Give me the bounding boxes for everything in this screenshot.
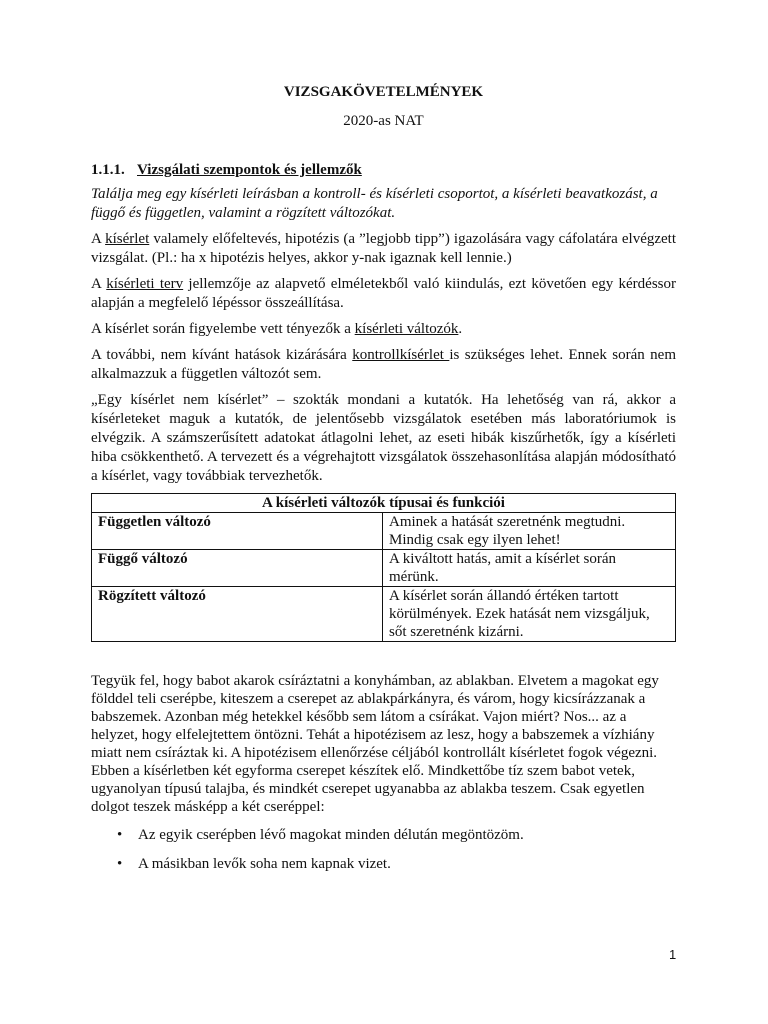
table-row [92,587,676,642]
variables-table [91,493,676,642]
paragraph-kiserlet [91,230,676,268]
list-item-text: A másikban levők soha nem kapnak vizet. [138,856,391,872]
paragraph-kutatok: „Egy kísérlet nem kísérlet” – szokták mondani a kutatók. Ha lehetőség van rá, akkor a kísérleteket maguk a kutatók, de jelentősebb vizsgálatok esetében más laboratóriumok is elvégzik. A számszerűsített adatokat átlagolni lehet, az eseti hibák kiszűrhetők, így a kísérleti hiba csökkenthető. A tervezett és a végrehajtott vizsgálatok összehasonlítása alapján módosítható a kísérlet, vagy továbbiak tervezhetők. [91,392,676,484]
variable-description: A kísérlet során állandó értéken tartott körülmények. Ezek hatását nem vizsgáljuk, sőt szeretnénk kizárni. [383,587,676,642]
text-run: A [91,231,106,247]
text-run: jellemzője az alapvető elméletekből való kiindulás, ezt követően egy kérdéssor alapján a megfelelő lépéssor összeállítása. [91,276,676,311]
text-run: is szükséges lehet. Ennek során nem alkalmazzuk a független változót sem. [91,347,676,382]
example-story-paragraph: Tegyük fel, hogy babot akarok csíráztatni a konyhámban, az ablakban. Elvetem a magokat egy földdel teli cserépbe, kiteszem a cserepet az ablakpárkányra, és várom, hogy kicsírázzanak a babszemek. Azonban még hetekkel később sem látom a csírákat. Vajon miért? Nos... az a helyzet, hogy elfelejtettem öntözni. Tehát a hipotézisem az lesz, hogy a babszemek a vízhiány miatt nem csíráztak ki. A hipotézisem ellenőrzése céljából kontrollált kísérletet fogok végezni. Ebben a kísérletben két egyforma cserepet készítek elő. Mindkettőbe tíz szem babot vetek, ugyanolyan típusú talajba, és mindkét cserepet ugyanabba az ablakba teszem. Csak egyetlen dolgot teszek másképp a két cseréppel: [91,673,659,815]
text-run: A kísérlet során figyelembe vett tényezők a [91,321,355,337]
page-number: 1 [669,947,677,962]
variable-description: Aminek a hatását szeretnénk megtudni. Mindig csak egy ilyen lehet! [383,513,676,550]
term-kiserlet: kísérlet [105,231,150,247]
bullet-icon: • [117,856,123,872]
table-row [92,513,676,550]
paragraph-kiserleti-valtozok [91,320,676,339]
text-run: valamely előfeltevés, hipotézis (a ”legjobb tipp”) igazolására vagy cáfolatára elvégzett vizsgálat. (Pl.: ha x hipotézis helyes, akkor y-nak igaznak kell lennie.) [91,231,677,266]
table-caption: A kísérleti változók típusai és funkciói [92,494,676,513]
table-row [92,550,676,587]
text-run: . [458,321,463,337]
document-title: VIZSGAKÖVETELMÉNYEK [283,84,484,100]
table-header-row [92,494,676,513]
document-page [91,84,676,884]
list-item [91,826,676,844]
term-kiserleti-terv: kísérleti terv [106,276,184,292]
list-item [91,855,676,873]
section-title: Vizsgálati szempontok és jellemzők [137,162,362,178]
section-heading [91,162,676,179]
variable-name: Függő változó [92,550,383,587]
document-subtitle: 2020-as NAT [343,113,424,129]
bullet-icon: • [117,827,123,843]
bullet-list [91,826,676,873]
variable-description: A kiváltott hatás, amit a kísérlet során mérünk. [383,550,676,587]
term-kiserleti-valtozok: kísérleti változók [354,321,459,337]
paragraph-kontrollkiserlet [91,346,676,384]
text-run: A további, nem kívánt hatások kizárására [91,347,353,363]
text-run: A [91,276,107,292]
variable-name: Rögzített változó [92,587,383,642]
section-number: 1.1.1. [91,162,125,178]
paragraph-kiserleti-terv [91,275,676,313]
term-kontrollkiserlet: kontrollkísérlet [352,347,450,363]
section-intro: Találja meg egy kísérleti leírásban a kontroll- és kísérleti csoportot, a kísérleti beavatkozást, a függő és független, valamint a rögzített változókat. [91,186,658,221]
variable-name: Független változó [92,513,383,550]
list-item-text: Az egyik cserépben lévő magokat minden délután megöntözöm. [138,827,524,843]
